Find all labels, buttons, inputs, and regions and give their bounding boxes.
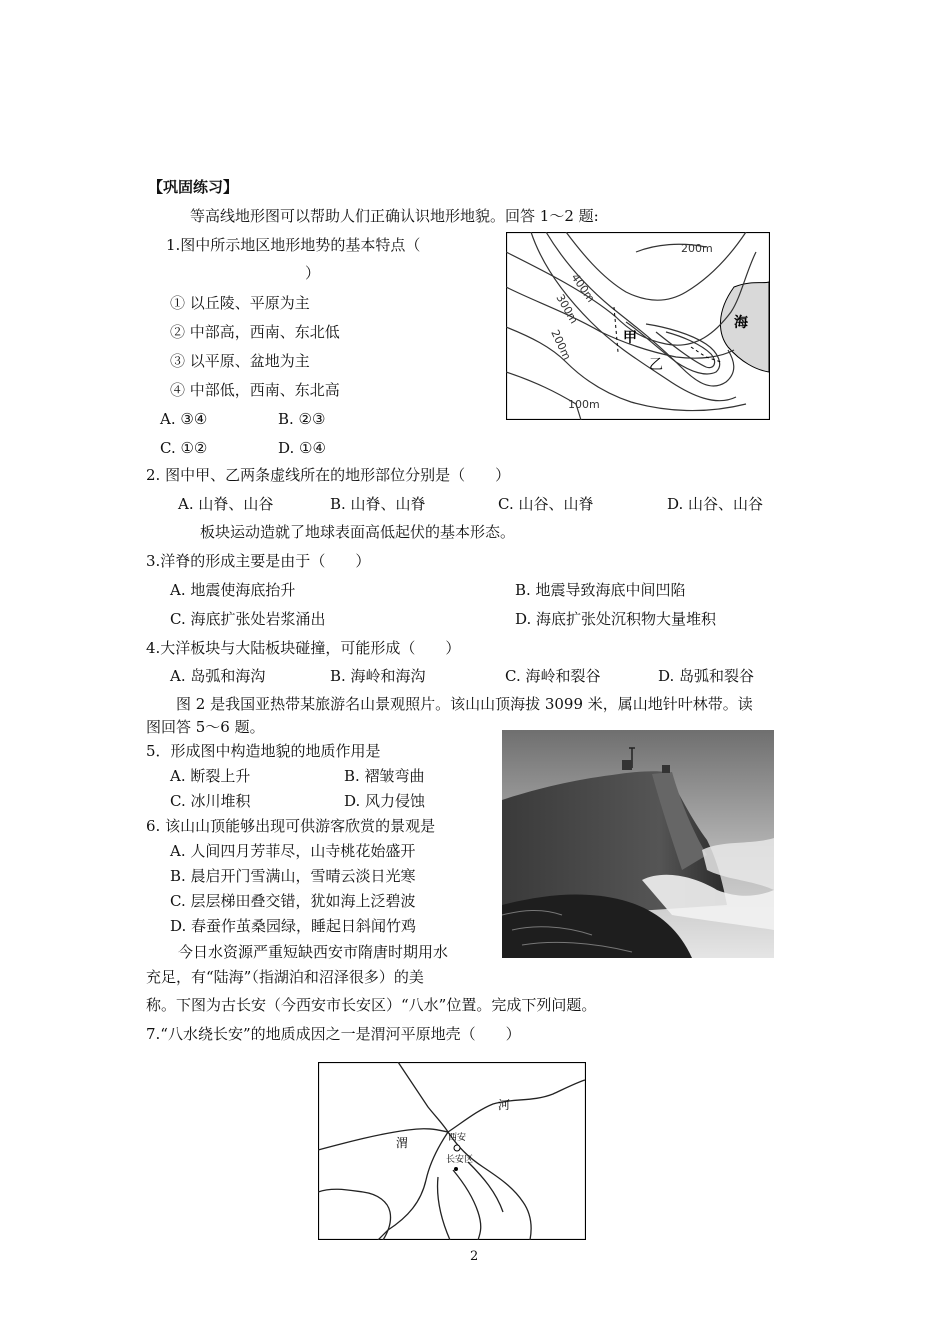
section-title: 【巩固练习】 [148,178,239,196]
contour-label-400: 400m [568,271,598,305]
changan-label: 长安区 [446,1155,474,1165]
contour-map [506,232,770,420]
contour-label-100: 100m [568,398,600,411]
page-number: 2 [470,1249,479,1264]
q4-choice-b: B. 海岭和海沟 [330,667,426,685]
q4-choice-c: C. 海岭和裂谷 [505,667,601,685]
q5-choice-c: C. 冰川堆积 [170,792,251,810]
jia-label: 甲 [623,330,637,346]
q1-choice-c: C. ①② [160,439,208,457]
q2-choice-d: D. 山谷、山谷 [667,495,764,513]
q3-choice-c: C. 海底扩张处岩浆涌出 [170,610,326,628]
q6-stem: 6. 该山山顶能够出现可供游客欣赏的景观是 [146,817,436,835]
q1-choice-a: A. ③④ [160,410,208,428]
q2-choice-a: A. 山脊、山谷 [178,495,274,513]
q1-opt-2: ② 中部高，西南、东北低 [170,323,340,341]
q3-choice-d: D. 海底扩张处沉积物大量堆积 [515,610,717,628]
intro-xian-line2: 充足，有“陆海”（指湖泊和沼泽很多）的美 [146,968,424,986]
yi-label: 乙 [649,357,663,373]
q6-choice-a: A. 人间四月芳菲尽，山寺桃花始盛开 [170,842,416,860]
q5-choice-d: D. 风力侵蚀 [344,792,426,810]
sea-label: 海 [734,315,748,331]
q1-opt-4: ④ 中部低，西南、东北高 [170,381,340,399]
contour-label-200-left: 200m [548,327,574,363]
q2-choice-b: B. 山脊、山脊 [330,495,426,513]
q4-choice-a: A. 岛弧和海沟 [170,667,266,685]
xian-label: 西安 [448,1133,467,1143]
intro-mountain-line2: 图回答 5～6 题。 [146,718,265,736]
q2-stem: 2. 图中甲、乙两条虚线所在的地形部位分别是（ ） [146,466,511,484]
q1-opt-1: ① 以丘陵、平原为主 [170,294,310,312]
q6-choice-c: C. 层层梯田叠交错，犹如海上泛碧波 [170,892,416,910]
q4-stem: 4.大洋板块与大陆板块碰撞，可能形成（ ） [146,639,461,657]
q1-choice-b: B. ②③ [278,410,326,428]
q1-stem-end: ） [305,264,321,282]
q4-choice-d: D. 岛弧和裂谷 [658,667,755,685]
contour-label-300: 300m [553,292,581,326]
wei-river-label: 渭 [396,1136,409,1150]
q5-choice-b: B. 褶皱弯曲 [344,767,425,785]
q3-stem: 3.洋脊的形成主要是由于（ ） [146,552,371,570]
mountain-photo [502,730,774,958]
he-river-label: 河 [498,1098,511,1112]
q1-choice-d: D. ①④ [278,439,326,457]
q3-choice-a: A. 地震使海底抬升 [170,581,296,599]
intro-mountain-line1: 图 2 是我国亚热带某旅游名山景观照片。该山山顶海拔 3099 米，属山地针叶林带。读 [176,695,753,713]
q1-opt-3: ③ 以平原、盆地为主 [170,352,310,370]
intro-contour: 等高线地形图可以帮助人们正确认识地形地貌。回答 1～2 题: [190,207,599,225]
q5-stem: 5．形成图中构造地貌的地质作用是 [146,742,381,760]
intro-xian-line1: 今日水资源严重短缺西安市隋唐时期用水 [178,943,449,961]
q1-stem: 1.图中所示地区地形地势的基本特点（ [166,236,421,254]
q3-choice-b: B. 地震导致海底中间凹陷 [515,581,686,599]
q2-choice-c: C. 山谷、山脊 [498,495,594,513]
q6-choice-b: B. 晨启开门雪满山，雪晴云淡日光寒 [170,867,416,885]
rivers-map [318,1062,586,1240]
q5-choice-a: A. 断裂上升 [170,767,251,785]
q6-choice-d: D. 春蚕作茧桑园绿，睡起日斜闻竹鸡 [170,917,417,935]
contour-label-200-top: 200m [681,242,713,255]
intro-plate: 板块运动造就了地球表面高低起伏的基本形态。 [200,523,516,541]
q7-stem: 7.“八水绕长安”的地质成因之一是渭河平原地壳（ ） [146,1025,521,1043]
intro-xian-line3: 称。下图为古长安（今西安市长安区）“八水”位置。完成下列问题。 [146,996,597,1014]
